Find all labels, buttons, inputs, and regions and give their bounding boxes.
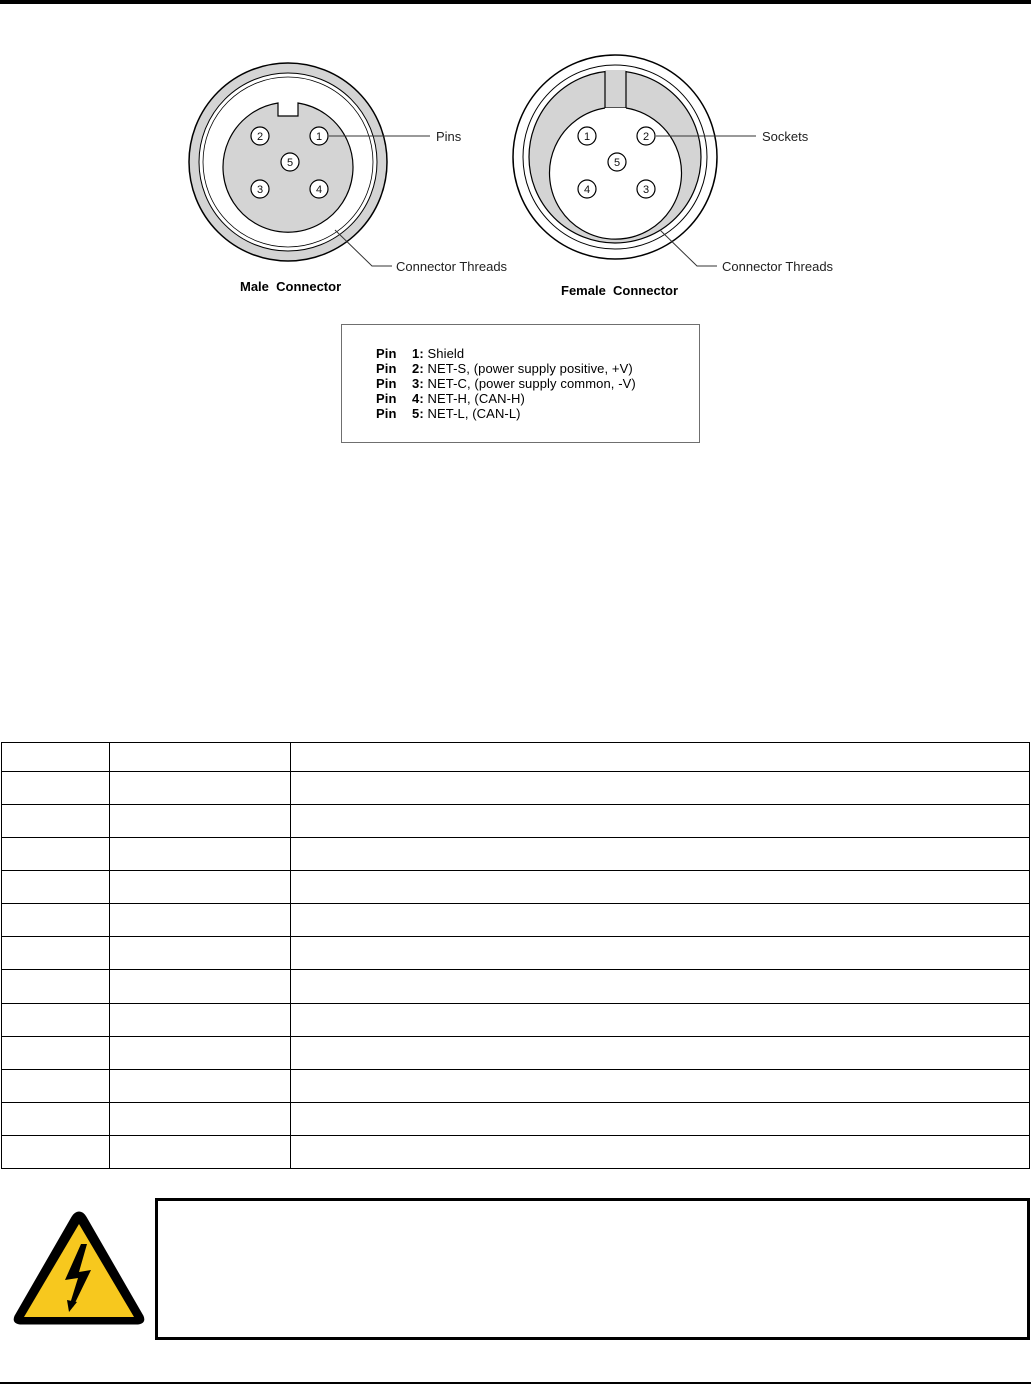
table-cell — [110, 1036, 291, 1069]
table-cell — [110, 1003, 291, 1036]
table-cell — [2, 805, 110, 838]
female-threads-label: Connector Threads — [722, 259, 834, 274]
pin-legend-item: Pin 2: NET-S, (power supply positive, +V) — [376, 361, 633, 376]
table-row — [2, 772, 1030, 805]
female-socket-3 — [637, 180, 655, 198]
table-row — [2, 838, 1030, 871]
table-cell — [110, 937, 291, 970]
svg-text:4: 4 — [583, 184, 591, 196]
female-socket-1 — [578, 127, 596, 145]
table-row — [2, 805, 1030, 838]
table-cell — [110, 1069, 291, 1102]
empty-table — [1, 742, 1030, 1169]
table-row — [2, 1069, 1030, 1102]
male-connector — [189, 63, 508, 294]
pin-assignment-legend — [341, 324, 700, 443]
table-cell — [110, 970, 291, 1003]
svg-text:1: 1 — [583, 131, 591, 143]
table-cell — [2, 838, 110, 871]
table-cell — [2, 1102, 110, 1135]
svg-text:2: 2 — [642, 131, 650, 143]
table-cell — [110, 904, 291, 937]
svg-text:2: 2 — [256, 131, 264, 143]
svg-text:5: 5 — [613, 157, 621, 169]
female-connector — [513, 55, 834, 298]
table-cell — [291, 838, 1030, 871]
table-cell — [291, 871, 1030, 904]
table-cell — [2, 772, 110, 805]
table-cell — [110, 772, 291, 805]
table-cell — [291, 1102, 1030, 1135]
table-row — [2, 904, 1030, 937]
svg-text:5: 5 — [286, 157, 294, 169]
male-pin-1 — [310, 127, 328, 145]
table-cell — [291, 1069, 1030, 1102]
table-row — [2, 970, 1030, 1003]
table-row — [2, 1003, 1030, 1036]
table-cell — [110, 871, 291, 904]
table-cell — [2, 1036, 110, 1069]
table-row — [2, 743, 1030, 772]
male-connector-caption: Male Connector — [240, 279, 342, 294]
table-cell — [291, 1003, 1030, 1036]
table-cell — [110, 1135, 291, 1168]
table-cell — [2, 1069, 110, 1102]
table-cell — [2, 1135, 110, 1168]
table-row — [2, 937, 1030, 970]
male-pin-5 — [281, 153, 299, 171]
pin-legend-item: Pin 1: Shield — [376, 346, 465, 361]
female-socket-2 — [637, 127, 655, 145]
table-cell — [2, 937, 110, 970]
pins-label: Pins — [436, 129, 462, 144]
female-connector-caption: Female Connector — [561, 283, 679, 298]
high-voltage-warning-icon — [11, 1208, 147, 1328]
table-cell — [2, 743, 110, 772]
svg-text:4: 4 — [315, 184, 323, 196]
table-cell — [110, 805, 291, 838]
sockets-label: Sockets — [762, 129, 809, 144]
svg-text:3: 3 — [642, 184, 650, 196]
table-cell — [2, 871, 110, 904]
table-cell — [2, 904, 110, 937]
table-cell — [291, 1036, 1030, 1069]
table-cell — [291, 805, 1030, 838]
table-cell — [291, 904, 1030, 937]
table-cell — [110, 1102, 291, 1135]
male-pin-3 — [251, 180, 269, 198]
pin-legend-item: Pin 5: NET-L, (CAN-L) — [376, 406, 521, 421]
male-threads-label: Connector Threads — [396, 259, 508, 274]
female-socket-4 — [578, 180, 596, 198]
table-row — [2, 871, 1030, 904]
table-cell — [291, 970, 1030, 1003]
table-cell — [291, 937, 1030, 970]
female-socket-5 — [608, 153, 626, 171]
male-pin-4 — [310, 180, 328, 198]
table-cell — [2, 1003, 110, 1036]
female-socket-face — [550, 108, 682, 239]
table-cell — [110, 838, 291, 871]
table-row — [2, 1036, 1030, 1069]
table-cell — [110, 743, 291, 772]
table-cell — [2, 970, 110, 1003]
male-pin-2 — [251, 127, 269, 145]
table-cell — [291, 743, 1030, 772]
pin-legend-item: Pin 3: NET-C, (power supply common, -V) — [376, 376, 636, 391]
pin-legend-item: Pin 4: NET-H, (CAN-H) — [376, 391, 525, 406]
table-row — [2, 1102, 1030, 1135]
table-cell — [291, 1135, 1030, 1168]
warning-box — [155, 1198, 1030, 1340]
table-row — [2, 1135, 1030, 1168]
table-cell — [291, 772, 1030, 805]
svg-text:1: 1 — [315, 131, 323, 143]
svg-text:3: 3 — [256, 184, 264, 196]
